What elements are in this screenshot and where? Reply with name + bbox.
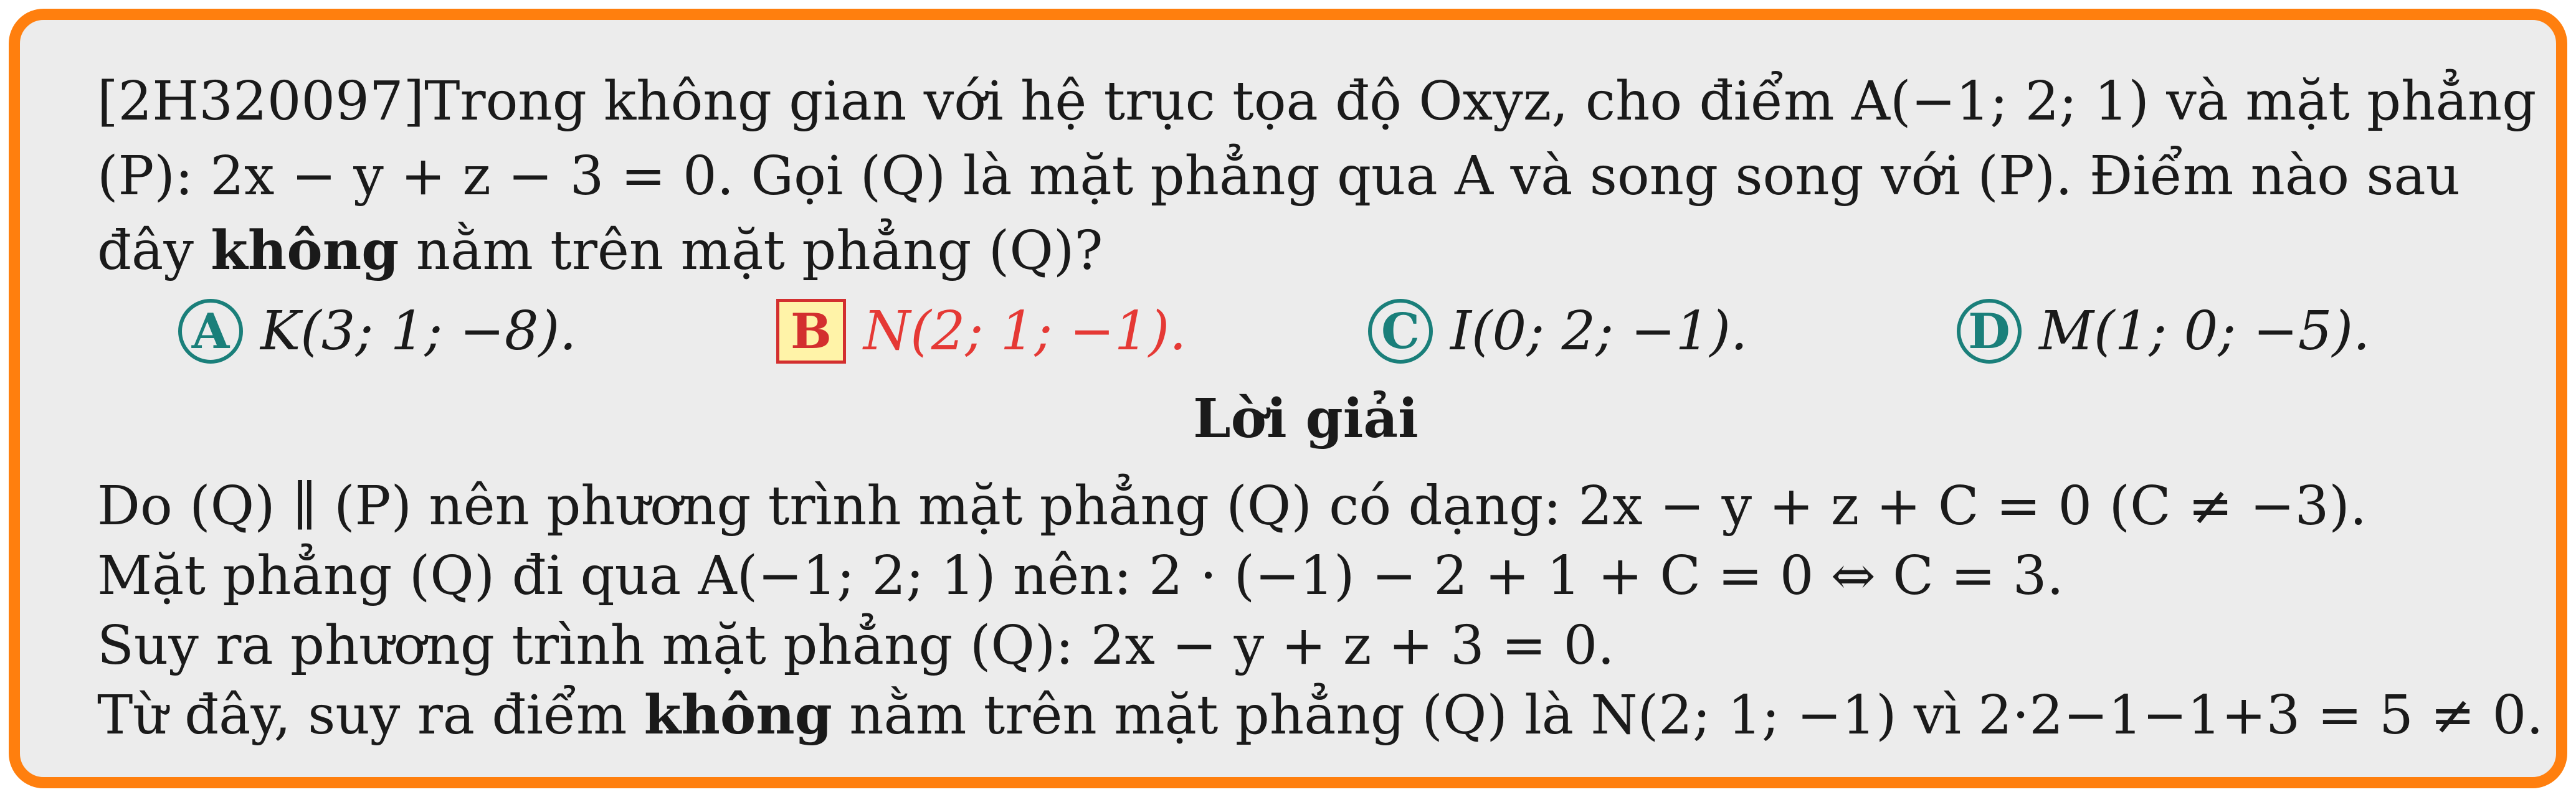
option-a-text: K(3; 1; −8). bbox=[260, 300, 577, 362]
question-text-1: Trong không gian với hệ trục tọa độ Oxyz, cho điểm A(−1; 2; 1) và mặt phẳng bbox=[424, 70, 2537, 133]
option-d[interactable] bbox=[1957, 299, 2370, 364]
option-b-label: B bbox=[776, 299, 846, 364]
solution-line-3: Suy ra phương trình mặt phẳng (Q): 2x − y + z + 3 = 0. bbox=[97, 615, 1615, 677]
option-d-text: M(1; 0; −5). bbox=[2039, 300, 2370, 362]
solution-text-4-pre: Từ đây, suy ra điểm bbox=[97, 684, 644, 747]
question-text-3-post: nằm trên mặt phẳng (Q)? bbox=[399, 220, 1103, 282]
option-a[interactable] bbox=[178, 299, 577, 364]
option-c[interactable] bbox=[1368, 299, 1747, 364]
question-text-3-pre: đây bbox=[97, 220, 211, 282]
question-card bbox=[9, 9, 2567, 788]
question-id: [2H320097] bbox=[97, 70, 425, 133]
option-b[interactable] bbox=[776, 299, 1187, 364]
question-keyword: không bbox=[211, 219, 399, 282]
option-c-label: C bbox=[1368, 299, 1433, 364]
solution-line-2: Mặt phẳng (Q) đi qua A(−1; 2; 1) nên: 2 · (−1) − 2 + 1 + C = 0 ⇔ C = 3. bbox=[97, 545, 2064, 607]
option-d-label: D bbox=[1957, 299, 2022, 364]
solution-heading: Lời giải bbox=[1193, 387, 1419, 450]
solution-text-4-post: nằm trên mặt phẳng (Q) là N(2; 1; −1) vì 2·2−1−1+3 = 5 ≠ 0. bbox=[832, 684, 2544, 747]
solution-line-4 bbox=[97, 684, 2544, 747]
solution-keyword: không bbox=[644, 684, 832, 747]
question-line-1 bbox=[97, 70, 2537, 133]
answer-options bbox=[97, 299, 2514, 374]
question-line-3 bbox=[97, 219, 1103, 282]
option-b-text: N(2; 1; −1). bbox=[863, 300, 1187, 362]
option-a-label: A bbox=[178, 299, 243, 364]
solution-line-1: Do (Q) ∥ (P) nên phương trình mặt phẳng (Q) có dạng: 2x − y + z + C = 0 (C ≠ −3). bbox=[97, 475, 2367, 537]
option-c-text: I(0; 2; −1). bbox=[1450, 300, 1748, 362]
question-line-2: (P): 2x − y + z − 3 = 0. Gọi (Q) là mặt phẳng qua A và song song với (P). Điểm nào sau bbox=[97, 145, 2461, 207]
